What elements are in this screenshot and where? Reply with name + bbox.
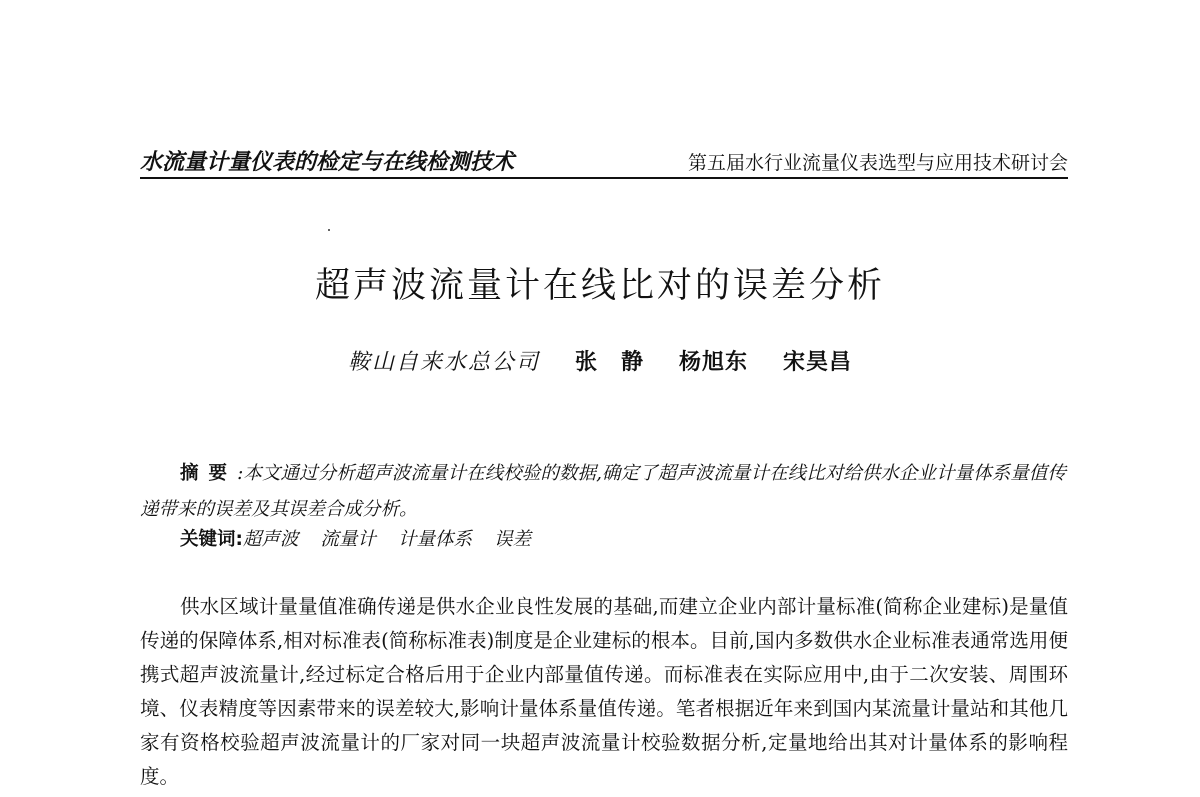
running-header	[140, 141, 1068, 179]
header-conference-title: 第五届水行业流量仪表选型与应用技术研讨会	[687, 152, 1068, 174]
abstract	[140, 456, 1066, 528]
author-line	[0, 345, 1200, 376]
body-paragraph: 供水区域计量量值准确传递是供水企业良性发展的基础,而建立企业内部计量标准(简称企业建标)是量值传递的保障体系,相对标准表(简称标准表)制度是企业建标的根本。目前,国内多数供水企业标准表通常选用便携式超声波流量计,经过标定合格后用于企业内部量值传递。而标准表在实际应用中,由于二次安装、周围环境、仪表精度等因素带来的误差较大,影响计量体系量值传递。笔者根据近年来到国内某流量计量站和其他几家有资格校验超声波流量计的厂家对同一块超声波流量计校验数据分析,定量地给出其对计量体系的影响程度。	[140, 595, 1068, 788]
scan-speck	[328, 229, 330, 231]
paper-title: 超声波流量计在线比对的误差分析	[314, 266, 885, 306]
abstract-label: 摘要	[180, 463, 238, 484]
author-organization: 鞍山自来水总公司	[347, 350, 540, 375]
keywords	[180, 522, 553, 558]
abstract-text: :本文通过分析超声波流量计在线校验的数据,确定了超声波流量计在线比对给供水企业计量体系量值传递带来的误差及其误差合成分析。	[140, 463, 1066, 520]
header-book-title: 水流量计量仪表的检定与在线检测技术	[140, 149, 515, 175]
keywords-label: 关键词:	[180, 529, 243, 550]
keyword: 计量体系	[397, 529, 472, 550]
keyword: 流量计	[320, 529, 376, 550]
keyword: 误差	[493, 529, 531, 550]
author-name: 张 静	[574, 350, 644, 375]
author-name: 宋昊昌	[783, 350, 853, 375]
author-name: 杨旭东	[679, 350, 749, 375]
keyword: 超声波	[242, 529, 299, 550]
